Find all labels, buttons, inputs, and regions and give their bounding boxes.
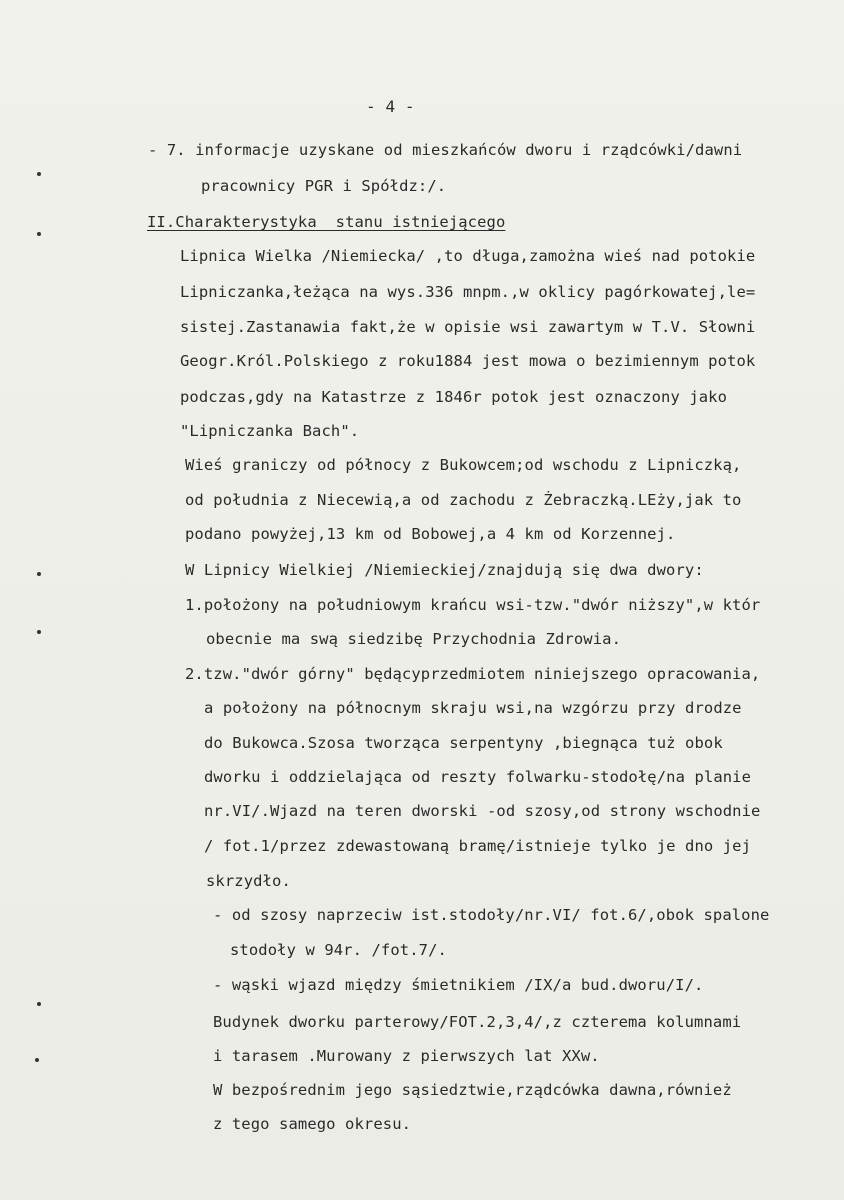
text-line: - od szosy naprzeciw ist.stodoły/nr.VI/ fot.6/,obok spalone xyxy=(213,906,770,924)
text-line: 1.położony na południowym krańcu wsi-tzw."dwór niższy",w któr xyxy=(185,596,761,614)
text-line: dworku i oddzielająca od reszty folwarku-stodołę/na planie xyxy=(204,768,752,786)
margin-dot xyxy=(37,1002,41,1006)
text-line: Lipnica Wielka /Niemiecka/ ,to długa,zamożna wieś nad potokie xyxy=(180,247,756,265)
text-line: 2.tzw."dwór górny" będącyprzedmiotem niniejszego opracowania, xyxy=(185,665,761,683)
text-line: W bezpośrednim jego sąsiedztwie,rządcówka dawna,również xyxy=(213,1081,732,1099)
text-line: / fot.1/przez zdewastowaną bramę/istnieje tylko je dno jej xyxy=(204,837,752,855)
text-line: od południa z Niecewią,a od zachodu z Żebraczką.LEży,jak to xyxy=(185,491,742,509)
text-line: skrzydło. xyxy=(206,872,291,890)
text-line: Budynek dworku parterowy/FOT.2,3,4/,z czterema kolumnami xyxy=(213,1013,742,1031)
text-line: - 7. informacje uzyskane od mieszkańców dworu i rządcówki/dawni xyxy=(148,141,743,159)
text-line: sistej.Zastanawia fakt,że w opisie wsi zawartym w T.V. Słowni xyxy=(180,318,756,336)
text-line: Geogr.Król.Polskiego z roku1884 jest mowa o bezimiennym potok xyxy=(180,352,756,370)
text-line: Wieś graniczy od północy z Bukowcem;od wschodu z Lipniczką, xyxy=(185,456,742,474)
text-line: stodoły w 94r. /fot.7/. xyxy=(230,941,447,959)
page-number: - 4 - xyxy=(366,97,415,116)
text-line: W Lipnicy Wielkiej /Niemieckiej/znajdują się dwa dwory: xyxy=(185,561,704,579)
text-line: "Lipniczanka Bach". xyxy=(180,422,360,440)
text-line: nr.VI/.Wjazd na teren dworski -od szosy,od strony wschodnie xyxy=(204,802,761,820)
margin-dot xyxy=(37,572,41,576)
text-line: do Bukowca.Szosa tworząca serpentyny ,biegnąca tuż obok xyxy=(204,734,723,752)
text-line: podczas,gdy na Katastrze z 1846r potok jest oznaczony jako xyxy=(180,388,728,406)
text-line: Lipniczanka,łeżąca na wys.336 mnpm.,w oklicy pagórkowatej,le= xyxy=(180,283,756,301)
margin-dot xyxy=(37,630,41,634)
text-line: obecnie ma swą siedzibę Przychodnia Zdrowia. xyxy=(206,630,621,648)
text-line: - wąski wjazd między śmietnikiem /IX/a bud.dworu/I/. xyxy=(213,976,704,994)
text-line: z tego samego okresu. xyxy=(213,1115,412,1133)
margin-dot xyxy=(37,172,41,176)
text-line: i tarasem .Murowany z pierwszych lat XXw. xyxy=(213,1047,600,1065)
margin-dot xyxy=(35,1058,39,1062)
section-heading: II.Charakterystyka stanu istniejącego xyxy=(147,213,506,231)
text-line: pracownicy PGR i Spółdz:/. xyxy=(201,177,447,195)
text-line: a położony na północnym skraju wsi,na wzgórzu przy drodze xyxy=(204,699,742,717)
text-line: podano powyżej,13 km od Bobowej,a 4 km od Korzennej. xyxy=(185,525,676,543)
margin-dot xyxy=(37,232,41,236)
